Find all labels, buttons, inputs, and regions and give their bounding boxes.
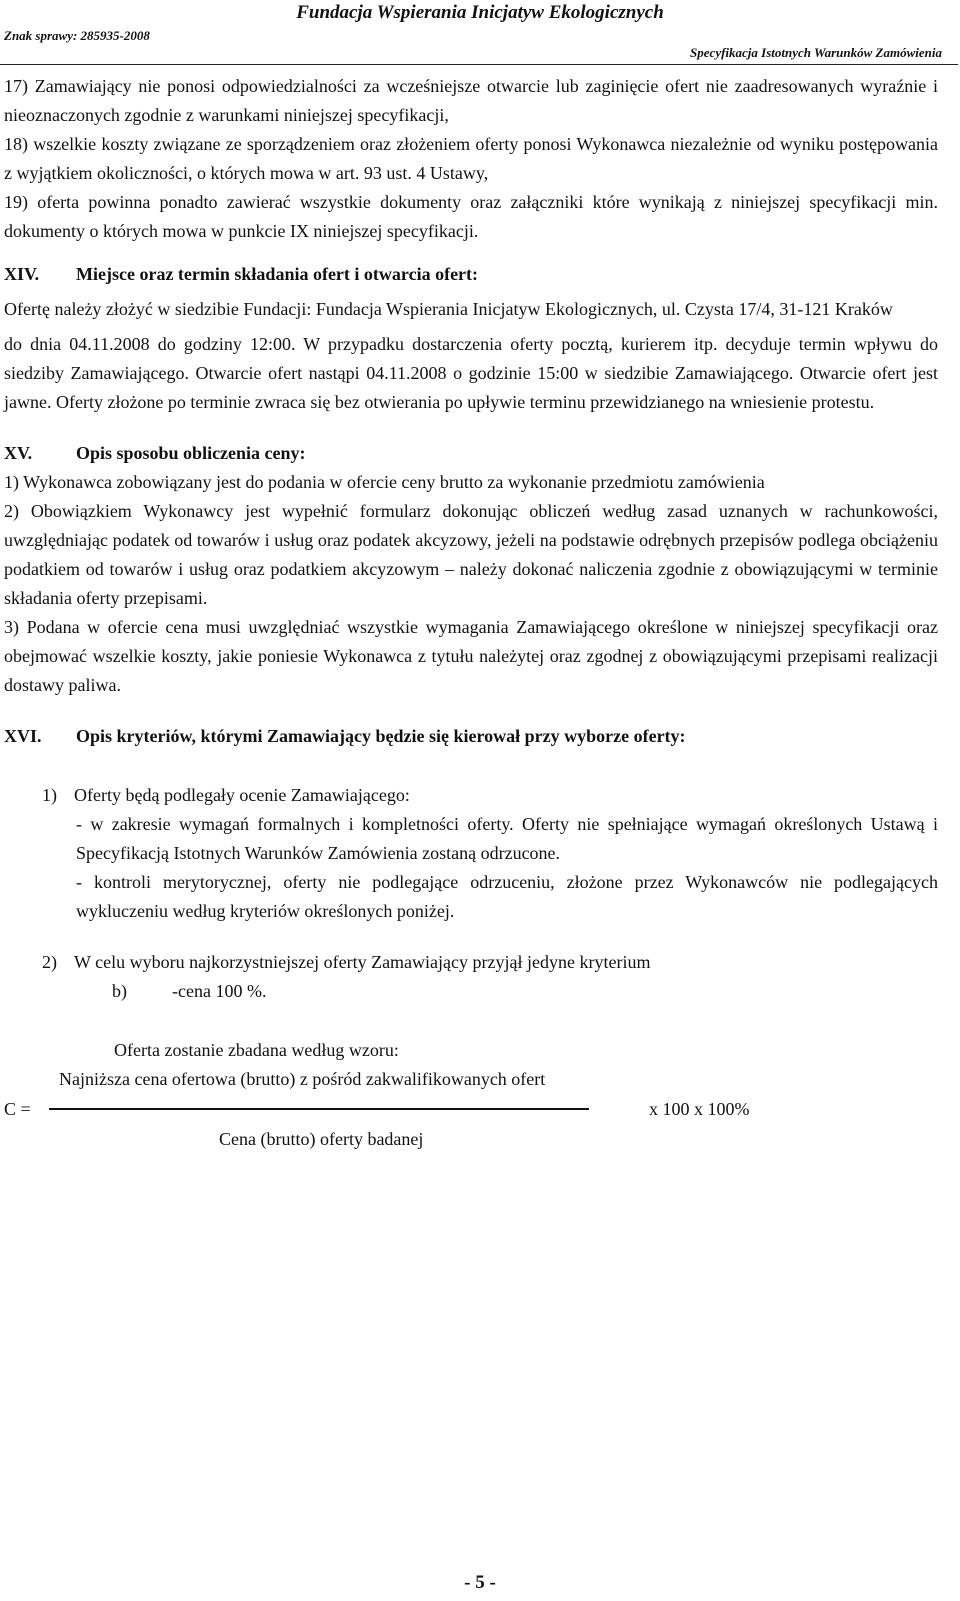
section-number: XIV.	[4, 264, 40, 284]
list-marker: 1)	[42, 785, 57, 805]
criteria-item-2	[4, 948, 938, 977]
list-marker: b)	[112, 981, 127, 1001]
section-xv-point: 3) Podana w ofercie cena musi uwzględniać wszystkie wymagania Zamawiającego określone w niniejszej specyfikacji oraz obejmować wszelkie koszty, jakie poniesie Wykonawca z tytułu należytej oraz zgodnej z obowiązującymi przepisami realizacji dostawy paliwa.	[4, 617, 938, 695]
item-18: 18) wszelkie koszty związane ze sporządzeniem oraz złożeniem oferty ponosi Wykonawca niezależnie od wyniku postępowania z wyjątkiem okoliczności, o których mowa w art. 93 ust. 4 Ustawy,	[4, 134, 938, 183]
header-rule	[0, 64, 958, 65]
formula-numerator: Najniższa cena ofertowa (brutto) z pośród zakwalifikowanych ofert	[59, 1069, 546, 1089]
list-text: Oferty będą podlegały ocenie Zamawiającego:	[74, 785, 410, 805]
item-19: 19) oferta powinna ponadto zawierać wszystkie dokumenty oraz załączniki które wynikają z niniejszej specyfikacji min. dokumenty o których mowa w punkcie IX niniejszej specyfikacji.	[4, 192, 938, 241]
section-xv-point: 2) Obowiązkiem Wykonawcy jest wypełnić formularz dokonując obliczeń według zasad uznanych w rachunkowości, uwzględniając podatek od towarów i usług oraz podatek akcyzowy, jeżeli na podstawie odrębnych przepisów podlega obciążeniu podatkiem od towarów i usług oraz podatkiem akcyzowym – należy dokonać naliczenia zgodnie z obowiązującymi w terminie składania oferty przepisami.	[4, 501, 938, 608]
list-marker: 2)	[42, 952, 57, 972]
item-17: 17) Zamawiający nie ponosi odpowiedzialności za wcześniejsze otwarcie lub zaginięcie ofert nie zaadresowanych wyraźnie i nieoznaczonych zgodnie z warunkami niniejszej specyfikacji,	[4, 76, 938, 125]
section-number: XV.	[4, 443, 33, 463]
fraction-line	[49, 1108, 589, 1110]
section-xv-point: 1) Wykonawca zobowiązany jest do podania w ofercie ceny brutto za wykonanie przedmiotu zamówienia	[4, 472, 765, 492]
section-title: Opis kryteriów, którymi Zamawiający będzie się kierował przy wyborze oferty:	[76, 726, 686, 746]
section-number: XVI.	[4, 726, 42, 746]
section-xvi-heading	[4, 722, 938, 751]
price-formula	[4, 1065, 938, 1155]
section-xiv-heading	[4, 260, 938, 289]
list-text: -cena 100 %.	[172, 981, 267, 1001]
formula-denominator: Cena (brutto) oferty badanej	[219, 1129, 424, 1149]
list-text: W celu wyboru najkorzystniejszej oferty Zamawiający przyjął jedyne kryterium	[74, 952, 651, 972]
section-xiv-paragraph: Ofertę należy złożyć w siedzibie Fundacji: Fundacja Wspierania Inicjatyw Ekologicznych, ul. Czysta 17/4, 31-121 Kraków	[4, 299, 893, 319]
header-organization: Fundacja Wspierania Inicjatyw Ekologicznych	[296, 2, 664, 23]
criteria-sub-b	[4, 977, 938, 1006]
header-case-number: Znak sprawy: 285935-2008	[4, 28, 150, 43]
section-title: Miejsce oraz termin składania ofert i otwarcia ofert:	[76, 264, 479, 284]
section-xiv-paragraph: do dnia 04.11.2008 do godziny 12:00. W przypadku dostarczenia oferty pocztą, kurierem itp. decyduje termin wpływu do siedziby Zamawiającego. Otwarcie ofert nastąpi 04.11.2008 o godzinie 15:00 w siedzibie Zamawiającego. Otwarcie ofert jest jawne. Oferty złożone po terminie zwraca się bez otwierania po upływie terminu przewidzianego na wniesienie protestu.	[4, 334, 938, 412]
formula-intro: Oferta zostanie zbadana według wzoru:	[114, 1040, 399, 1060]
criteria-item-1-formal: - w zakresie wymagań formalnych i kompletności oferty. Oferty nie spełniające wymagań określonych Ustawą i Specyfikacją Istotnych Warunków Zamówienia zostaną odrzucone.	[76, 814, 938, 863]
header-doc-title: Specyfikacja Istotnych Warunków Zamówienia	[690, 45, 942, 60]
section-xv-heading	[4, 439, 938, 468]
document-body	[4, 72, 938, 1155]
criteria-item-1-substantive: - kontroli merytorycznej, oferty nie podlegające odrzuceniu, złożone przez Wykonawców nie podlegających wykluczeniu według kryteriów określonych poniżej.	[76, 872, 938, 921]
formula-multiplier: x 100 x 100%	[649, 1099, 750, 1119]
page-number: - 5 -	[464, 1572, 496, 1593]
section-title: Opis sposobu obliczenia ceny:	[76, 443, 306, 463]
formula-lhs: C =	[4, 1099, 31, 1119]
criteria-item-1	[4, 781, 938, 810]
